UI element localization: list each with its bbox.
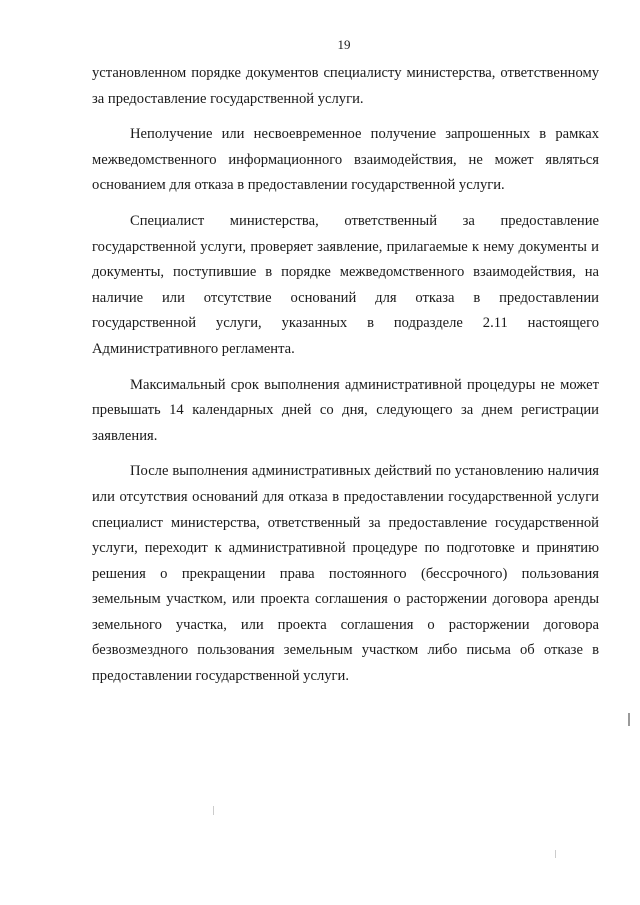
- paragraph-max-term: Максимальный срок выполнения административной процедуры не может превышать 14 календарных дней со дня, следующего за днем регистрации заявления.: [92, 376, 599, 444]
- body-text: [92, 61, 599, 690]
- scan-artifact: [213, 806, 214, 815]
- paragraph-specialist-check: Специалист министерства, ответственный за предоставление государственной услуги, проверяет заявление, прилагаемые к нему документы и документы, поступившие в порядке межведомственного взаимодействия, на наличие или отсутствие оснований для отказа в предоставлении государственной услуги, указанных в подразделе 2.11 настоящего Административного регламента.: [92, 212, 599, 357]
- paragraph-non-receipt: Неполучение или несвоевременное получение запрошенных в рамках межведомственного информационного взаимодействия, не может являться основанием для отказа в предоставлении государственной услуги.: [92, 126, 599, 194]
- page-number: 19: [337, 37, 351, 52]
- scan-artifact: [555, 850, 556, 858]
- paragraph-continued: установленном порядке документов специалисту министерства, ответственному за предоставление государственной услуги.: [92, 65, 599, 107]
- paragraph-next-procedure: После выполнения административных действий по установлению наличия или отсутствия оснований для отказа в предоставлении государственной услуги специалист министерства, ответственный за предоставление государственной услуги, переходит к административной процедуре по подготовке и принятию решения о прекращении права постоянного (бессрочного) пользования земельным участком, или проекта соглашения о расторжении договора аренды земельного участка, или проекта соглашения о расторжении договора безвозмездного пользования земельным участком либо письма об отказе в предоставлении государственной услуги.: [92, 463, 599, 685]
- scan-artifact: [628, 713, 630, 726]
